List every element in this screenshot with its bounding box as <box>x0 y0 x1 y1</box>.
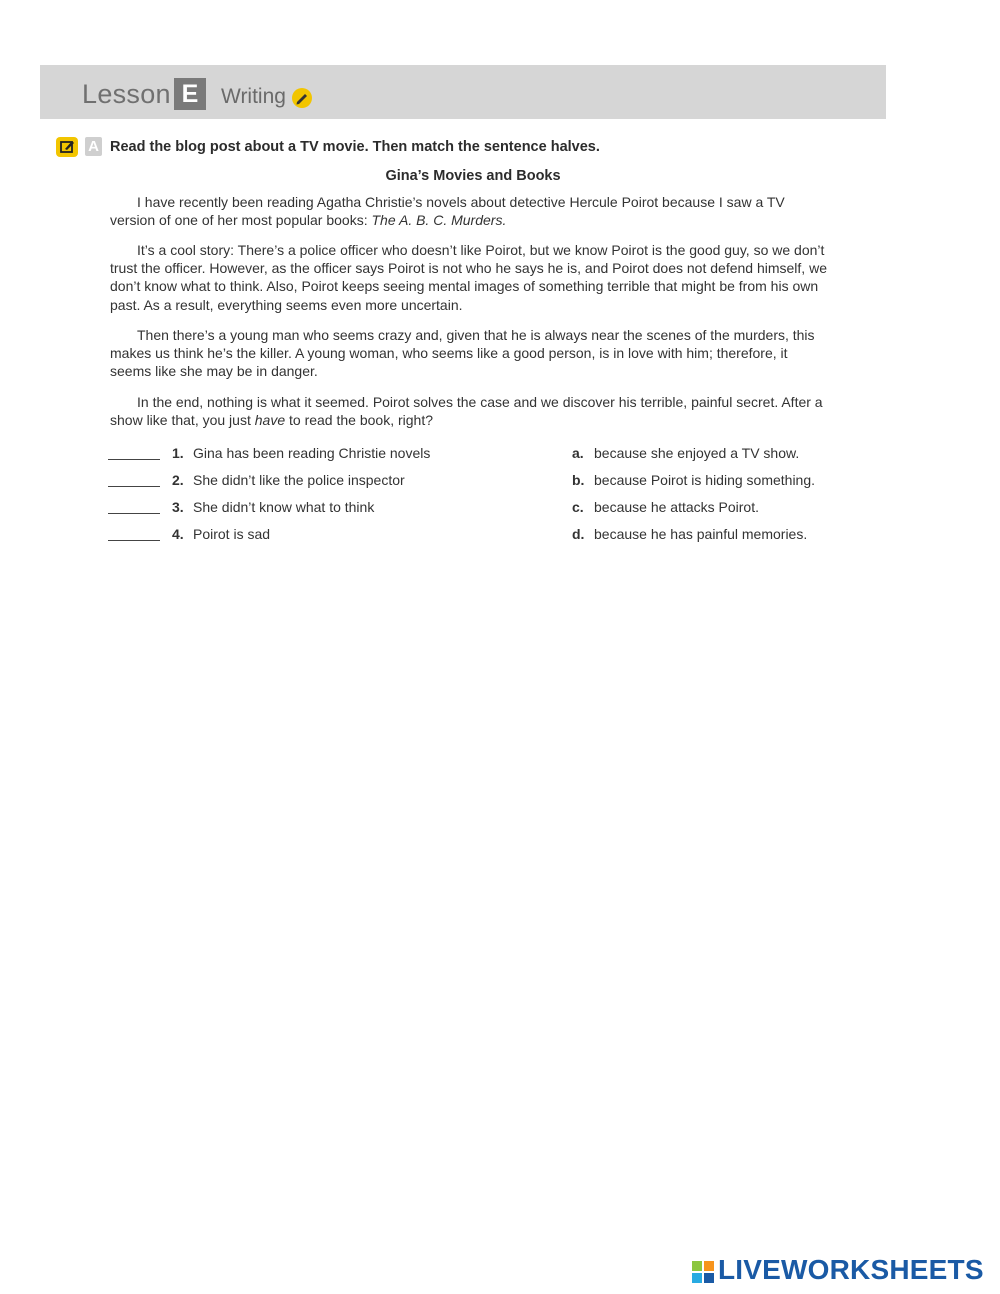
blog-paragraph-3: Then there’s a young man who seems crazy and, given that he is always near the scenes of the murders, this makes us think he’s the killer. A young woman, who seems like a good person, is in love with him; therefore, it seems like she may be in danger. <box>110 327 815 380</box>
exercise-instruction: Read the blog post about a TV movie. Then match the sentence halves. <box>110 139 600 155</box>
blog-paragraph-1: I have recently been reading Agatha Christie’s novels about detective Hercule Poirot because I saw a TV version of one of her most popular books: The A. B. C. Murders. <box>110 194 785 229</box>
logo-grid-icon <box>692 1261 714 1283</box>
item-number: 3. <box>172 499 184 515</box>
match-row-2 <box>108 472 868 492</box>
sentence-start: Gina has been reading Christie novels <box>193 445 431 461</box>
sentence-end: because he attacks Poirot. <box>594 499 759 515</box>
lesson-header <box>40 65 886 119</box>
answer-blank-2[interactable] <box>108 486 160 487</box>
option-letter: b. <box>572 472 585 488</box>
section-title: Writing <box>221 85 286 108</box>
sentence-start: She didn’t like the police inspector <box>193 472 405 488</box>
sentence-start: Poirot is sad <box>193 526 271 542</box>
option-letter: c. <box>572 499 584 515</box>
option-letter: d. <box>572 526 585 542</box>
sentence-end: because Poirot is hiding something. <box>594 472 816 488</box>
item-number: 1. <box>172 445 184 461</box>
exercise-badge: A <box>85 137 102 156</box>
option-letter: a. <box>572 445 584 461</box>
match-row-4 <box>108 526 868 546</box>
sentence-end: because he has painful memories. <box>594 526 808 542</box>
blog-paragraph-2: It’s a cool story: There’s a police officer who doesn’t like Poirot, but we know Poirot is the good guy, so we don’t trust the officer. However, as the officer says Poirot is not who he says he is, and Poirot does not defend himself, we don’t know what to think. Also, Poirot keeps seeing mental images of something terrible that might be from his own past. As a result, everything seems even more uncertain. <box>110 242 827 313</box>
item-number: 2. <box>172 472 184 488</box>
answer-blank-3[interactable] <box>108 513 160 514</box>
blog-paragraph-4: In the end, nothing is what it seemed. Poirot solves the case and we discover his terrible, painful secret. After a show like that, you just have to read the book, right? <box>110 394 823 429</box>
lesson-label: Lesson <box>82 79 171 109</box>
emphasis-text: The A. B. C. Murders. <box>371 212 507 229</box>
emphasis-text: have <box>254 412 286 429</box>
logo-text: LIVEWORKSHEETS <box>718 1254 984 1285</box>
sentence-end: because she enjoyed a TV show. <box>594 445 800 461</box>
match-row-1 <box>108 445 868 465</box>
worksheet-page <box>40 65 886 565</box>
match-row-3 <box>108 499 868 519</box>
sentence-start: She didn’t know what to think <box>193 499 375 515</box>
lesson-letter-badge: E <box>174 78 206 110</box>
answer-blank-4[interactable] <box>108 540 160 541</box>
blog-title: Gina’s Movies and Books <box>385 168 561 184</box>
liveworksheets-logo[interactable] <box>692 1255 992 1285</box>
item-number: 4. <box>172 526 184 542</box>
pencil-icon <box>291 87 313 109</box>
answer-blank-1[interactable] <box>108 459 160 460</box>
edit-icon <box>56 137 78 157</box>
